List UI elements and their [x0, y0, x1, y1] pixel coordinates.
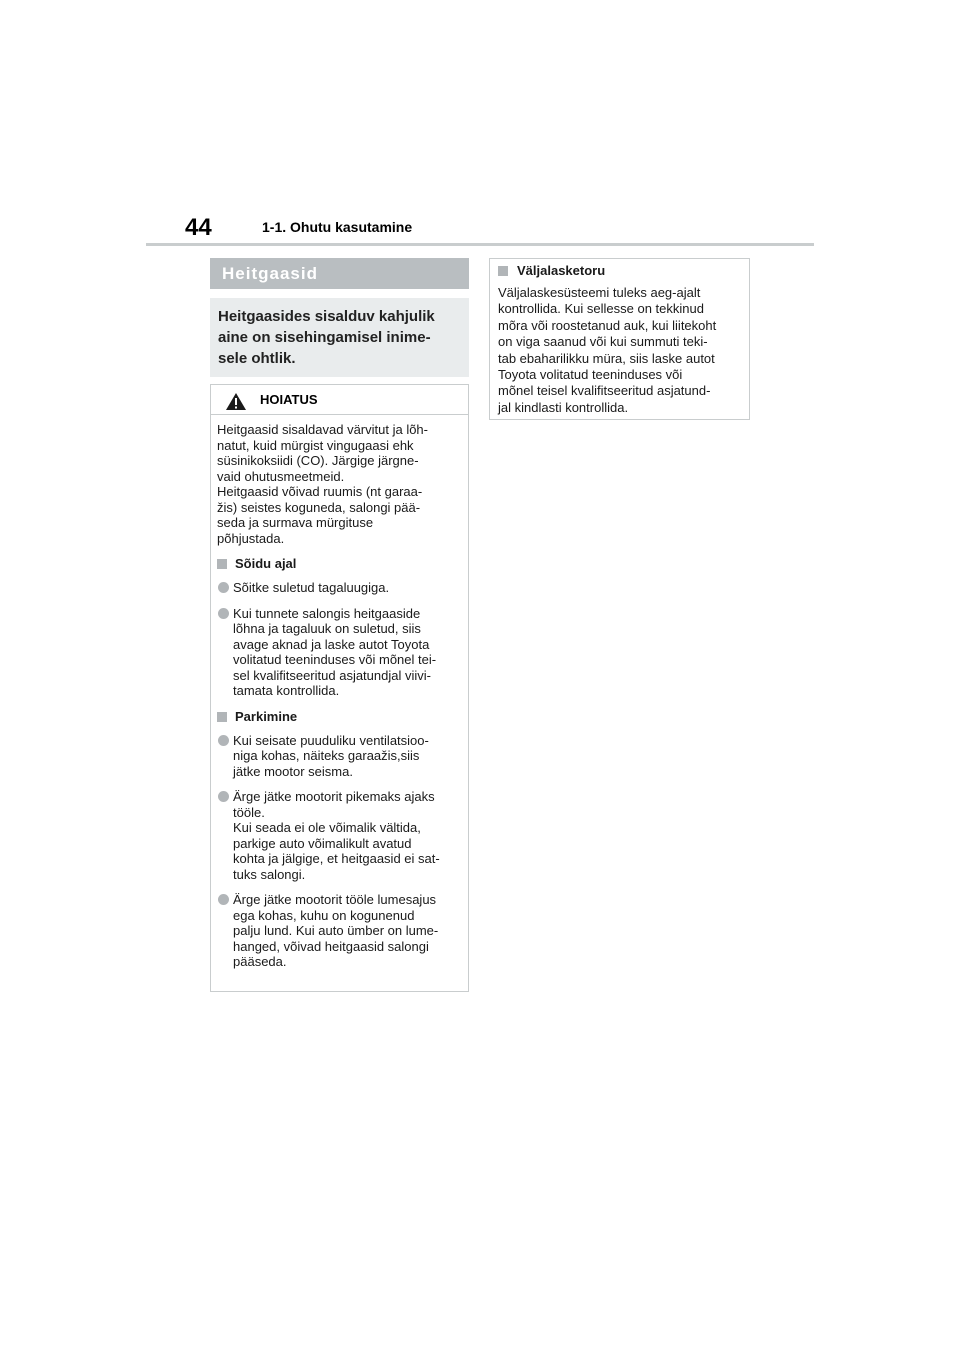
- text-line: kohta ja jälgige, et heitgaasid ei sat-: [233, 851, 440, 866]
- square-bullet-icon: [217, 712, 227, 722]
- subheading-driving: [217, 556, 464, 572]
- list-item: [217, 789, 464, 882]
- text-line: Heitgaasid võivad ruumis (nt garaa-: [217, 484, 423, 499]
- exhaust-pipe-box: [489, 258, 750, 420]
- text-line: Toyota volitatud teeninduses või: [498, 367, 683, 383]
- circle-bullet-icon: [218, 608, 229, 619]
- circle-bullet-icon: [218, 791, 229, 802]
- text-line: mõra või roostetanud auk, kui liitekoht: [498, 317, 717, 333]
- text-line: sel kvalifitseeritud asjatundjal viivi-: [233, 667, 431, 683]
- text-line: natut, kuid mürgist vingugaasi ehk: [217, 437, 414, 453]
- square-bullet-icon: [217, 559, 227, 569]
- warning-title: HOIATUS: [260, 392, 318, 407]
- subheading-exhaust: [498, 263, 743, 279]
- text-line: tab ebaharilikku müra, siis laske autot: [498, 350, 715, 366]
- text-line: kontrollida. Kui sellesse on tekkinud: [498, 301, 704, 317]
- text-line: Kui seisate puuduliku ventilatsioo-: [233, 732, 429, 748]
- list-item: [217, 606, 464, 699]
- text-line: põhjustada.: [217, 530, 285, 546]
- text-line: jal kindlasti kontrollida.: [498, 399, 629, 415]
- list-item: [217, 892, 464, 970]
- subheading-label: Parkimine: [235, 708, 298, 724]
- text-line: on viga saanud või kui summuti teki-: [498, 334, 708, 350]
- section-reference: 1-1. Ohutu kasutamine: [262, 219, 413, 235]
- text-line: Kui tunnete salongis heitgaaside: [233, 605, 421, 621]
- page-number: 44: [185, 214, 212, 241]
- text-line: Ärge jätke mootorit tööle lumesajus: [233, 892, 437, 907]
- warning-paragraph: [217, 422, 464, 546]
- text-line: hanged, võivad heitgaasid salongi: [233, 938, 429, 954]
- intro-line: sele ohtlik.: [218, 350, 296, 367]
- circle-bullet-icon: [218, 894, 229, 905]
- text-line: jätke mootor seisma.: [233, 763, 353, 779]
- square-bullet-icon: [498, 266, 508, 276]
- text-line: pääseda.: [233, 954, 287, 969]
- list-item: [217, 580, 464, 596]
- text-line: tuks salongi.: [233, 866, 306, 882]
- text-line: Sõitke suletud tagaluugiga.: [233, 580, 390, 595]
- text-line: tamata kontrollida.: [233, 683, 340, 698]
- text-line: seda ja surmava mürgituse: [217, 515, 374, 530]
- text-line: avage aknad ja laske autot Toyota: [233, 636, 430, 652]
- text-line: vaid ohutusmeetmeid.: [217, 468, 345, 484]
- text-line: palju lund. Kui auto ümber on lume-: [233, 923, 439, 938]
- section-banner: Heitgaasid: [210, 258, 469, 289]
- text-line: mõnel teisel kvalifitseeritud asjatund-: [498, 383, 711, 399]
- warning-body: [211, 415, 468, 970]
- text-line: lõhna ja tagaluuk on suletud, siis: [233, 621, 421, 636]
- subheading-label: Sõidu ajal: [235, 556, 297, 571]
- text-line: volitatud teeninduses või mõnel tei-: [233, 652, 437, 667]
- text-line: parkige auto võimalikult avatud: [233, 835, 412, 851]
- subheading-parking: [217, 709, 464, 725]
- text-line: niga kohas, näiteks garaažis,siis: [233, 748, 420, 763]
- text-line: ega kohas, kuhu on kogunenud: [233, 907, 415, 923]
- text-line: Heitgaasid sisaldavad värvitut ja lõh-: [217, 422, 428, 437]
- circle-bullet-icon: [218, 735, 229, 746]
- intro-line: aine on sisehingamisel inime-: [218, 329, 431, 346]
- text-line: žis) seistes koguneda, salongi pää-: [217, 499, 421, 515]
- text-line: Ärge jätke mootorit pikemaks ajaks: [233, 789, 435, 804]
- warning-box: [210, 384, 469, 992]
- intro-line: Heitgaasides sisalduv kahjulik: [218, 308, 435, 325]
- warning-triangle-icon: [225, 392, 247, 411]
- header-divider: [146, 243, 814, 246]
- text-line: Väljalaskesüsteemi tuleks aeg-ajalt: [498, 285, 701, 300]
- text-line: süsinikoksiidi (CO). Järgige järgne-: [217, 453, 419, 468]
- text-line: tööle.: [233, 804, 265, 820]
- circle-bullet-icon: [218, 582, 229, 593]
- intro-box: [210, 298, 469, 377]
- text-line: Kui seada ei ole võimalik vältida,: [233, 820, 421, 835]
- list-item: [217, 733, 464, 780]
- warning-header: [211, 385, 468, 415]
- subheading-label: Väljalasketoru: [517, 263, 606, 278]
